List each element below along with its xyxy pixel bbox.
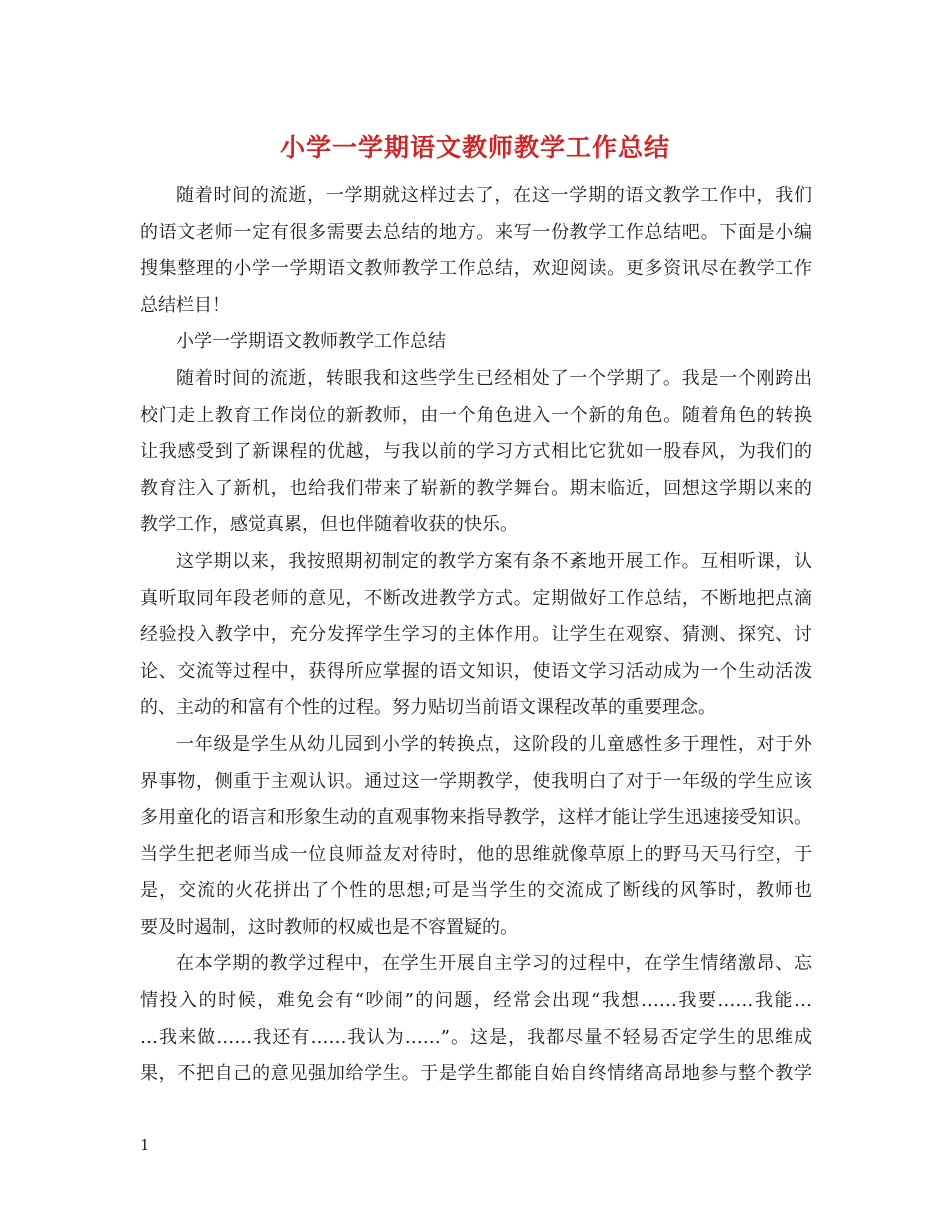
text-line: 多用童化的语言和形象生动的直观事物来指导教学，这样才能让学生迅速接受知识。 [140, 807, 812, 829]
text-line: 真听取同年段老师的意见，不断改进教学方式。定期做好工作总结，不断地把点滴 [140, 587, 812, 609]
text-line: 当学生把老师当成一位良师益友对待时，他的思维就像草原上的野马天马行空，于 [140, 843, 812, 865]
text-line: 界事物，侧重于主观认识。通过这一学期教学，使我明白了对于一年级的学生应该 [140, 770, 812, 792]
text-line: 搜集整理的小学一学期语文教师教学工作总结，欢迎阅读。更多资讯尽在教学工作 [140, 258, 812, 280]
text-line: 随着时间的流逝，一学期就这样过去了，在这一学期的语文教学工作中，我们 [176, 185, 812, 206]
text-line: 经验投入教学中，充分发挥学生学习的主体作用。让学生在观察、猜测、探究、讨 [140, 624, 812, 646]
text-line: 教学工作，感觉真累，但也伴随着收获的快乐。 [140, 514, 518, 536]
text-line: 这学期以来，我按照期初制定的教学方案有条不紊地开展工作。互相听课，认 [176, 550, 812, 572]
text-line: 论、交流等过程中，获得所应掌握的语文知识，使语文学习活动成为一个生动活泼 [140, 660, 812, 682]
text-line: 一年级是学生从幼儿园到小学的转换点，这阶段的儿童感性多于理性，对于外 [176, 733, 812, 755]
text-line: 的语文老师一定有很多需要去总结的地方。来写一份教学工作总结吧。下面是小编 [140, 221, 812, 243]
page-number: 1 [140, 1136, 150, 1154]
text-line: 要及时遏制，这时教师的权威也是不容置疑的。 [140, 916, 518, 938]
text-line: 情投入的时候，难免会有“吵闹”的问题，经常会出现“我想……我要……我能… [140, 990, 812, 1012]
text-line: 教育注入了新机，也给我们带来了崭新的教学舞台。期末临近，回想这学期以来的 [140, 477, 812, 499]
text-line: 总结栏目！ [140, 294, 230, 316]
text-line: …我来做……我还有……我认为……”。这是，我都尽量不轻易否定学生的思维成 [140, 1026, 812, 1048]
text-line: 在本学期的教学过程中，在学生开展自主学习的过程中，在学生情绪激昂、忘 [176, 953, 812, 975]
document-title: 小学一学期语文教师教学工作总结 [279, 133, 670, 162]
text-line: 让我感受到了新课程的优越，与我以前的学习方式相比它犹如一股春风，为我们的 [140, 441, 812, 463]
text-line: 的、主动的和富有个性的过程。努力贴切当前语文课程改革的重要理念。 [140, 697, 716, 719]
document-body [140, 178, 812, 1093]
text-line: 随着时间的流逝，转眼我和这些学生已经相处了一个学期了。我是一个刚跨出 [176, 367, 812, 389]
text-line: 果，不把自己的意见强加给学生。于是学生都能自始自终情绪高昂地参与整个教学 [140, 1063, 812, 1085]
text-line: 是，交流的火花拼出了个性的思想;可是当学生的交流成了断线的风筝时，教师也 [140, 880, 812, 902]
text-line: 校门走上教育工作岗位的新教师，由一个角色进入一个新的角色。随着角色的转换 [140, 404, 812, 426]
text-line: 小学一学期语文教师教学工作总结 [176, 331, 446, 353]
